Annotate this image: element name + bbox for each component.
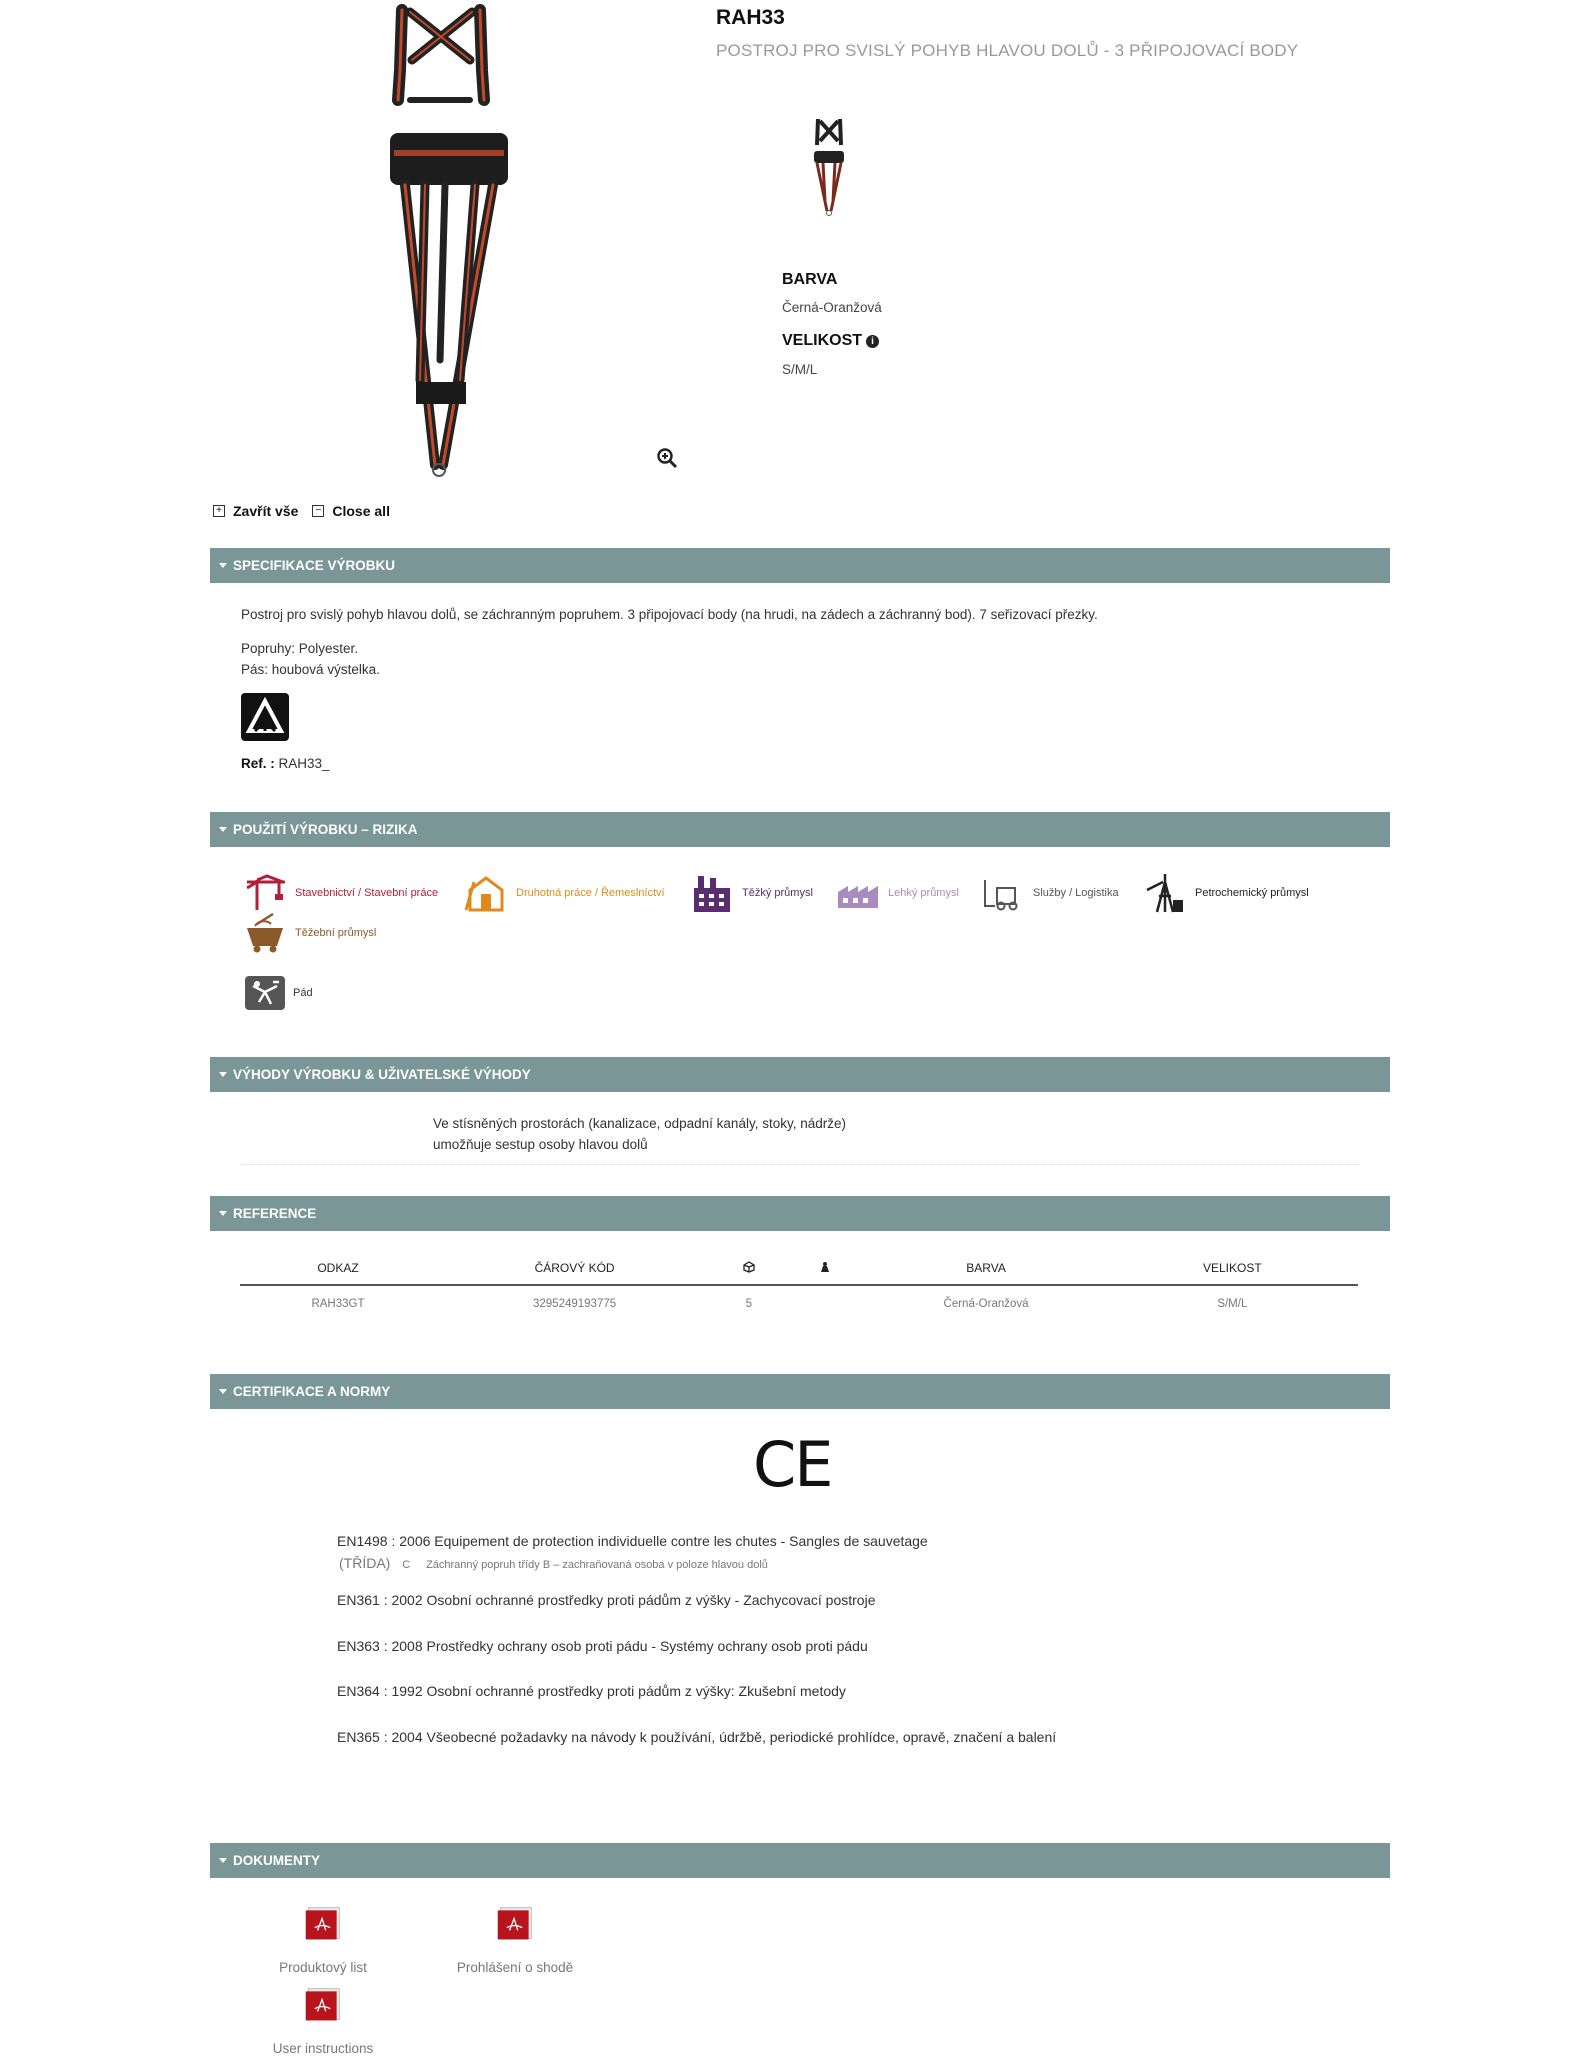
- table-row[interactable]: [240, 1285, 1358, 1322]
- usage-label: Těžební průmysl: [295, 927, 377, 939]
- norm-text: : 2002 Osobní ochranné prostředky proti pádům z výšky - Zachycovací postroje: [379, 1592, 876, 1608]
- usage-label: Služby / Logistika: [1033, 887, 1119, 899]
- collapse-icon[interactable]: −: [312, 505, 324, 517]
- ref-value: RAH33_: [278, 756, 330, 771]
- norm-text: : 1992 Osobní ochranné prostředky proti pádům z výšky: Zkušební metody: [379, 1683, 846, 1699]
- norm-class: [339, 1555, 768, 1571]
- weight-icon: [819, 1261, 831, 1273]
- crane-icon: [243, 874, 287, 912]
- class-label: (TŘÍDA): [339, 1555, 391, 1571]
- size-label-text: VELIKOST: [782, 332, 863, 349]
- section-header-usage[interactable]: [210, 812, 1390, 847]
- section-title: DOKUMENTY: [233, 1853, 320, 1868]
- usage-item-heavy-industry: [690, 874, 813, 912]
- class-value: C: [402, 1559, 411, 1571]
- open-all-link[interactable]: Zavřít vše: [233, 503, 299, 519]
- caret-down-icon: [219, 563, 227, 568]
- usage-item-light-industry: [836, 874, 959, 912]
- norm-text: : 2006 Equipement de protection individuelle contre les chutes - Sangles de sauvetage: [387, 1533, 928, 1549]
- color-label: BARVA: [782, 271, 838, 288]
- document-item[interactable]: [253, 1986, 393, 2056]
- document-label[interactable]: Prohlášení o shodě: [456, 1960, 574, 1975]
- document-item[interactable]: [445, 1905, 585, 1975]
- cell-color: Černá-Oranžová: [943, 1298, 1029, 1310]
- product-image[interactable]: [380, 0, 520, 485]
- cell-barcode: 3295249193775: [533, 1298, 617, 1310]
- reference-table: [240, 1252, 1358, 1322]
- pdf-icon[interactable]: [303, 1905, 343, 1943]
- toggle-row: [213, 503, 390, 519]
- cell-ref: RAH33GT: [311, 1298, 365, 1310]
- light-industry-icon: [836, 874, 880, 912]
- ref-line: [241, 756, 330, 771]
- usage-item-mining: [243, 912, 376, 954]
- ref-label: Ref. :: [241, 756, 275, 771]
- col-header-size: VELIKOST: [1107, 1252, 1358, 1285]
- size-label: [782, 332, 879, 350]
- usage-label: Těžký průmysl: [742, 887, 813, 899]
- fall-icon: [245, 976, 285, 1010]
- col-header-ref: ODKAZ: [240, 1252, 436, 1285]
- document-label[interactable]: User instructions: [272, 2041, 374, 2056]
- usage-item-petrochemical: [1143, 872, 1309, 914]
- document-label[interactable]: Produktový list: [279, 1960, 367, 1975]
- ce-mark: CE: [753, 1428, 832, 1501]
- usage-label: Stavebnictví / Stavební práce: [295, 887, 439, 899]
- cell-weight: [784, 1285, 865, 1322]
- document-item[interactable]: [253, 1905, 393, 1975]
- house-icon: [464, 874, 508, 912]
- usage-label: Druhotná práce / Řemeslníctví: [516, 887, 665, 899]
- benefit-line: Ve stísněných prostorách (kanalizace, odpadní kanály, stoky, nádrže): [433, 1116, 846, 1131]
- spec-line: Pás: houbová výstelka.: [241, 662, 380, 677]
- section-title: CERTIFIKACE A NORMY: [233, 1384, 391, 1399]
- col-header-color: BARVA: [865, 1252, 1106, 1285]
- oil-pump-icon: [1143, 872, 1187, 914]
- cell-size: S/M/L: [1217, 1298, 1248, 1310]
- norm-text: : 2004 Všeobecné požadavky na návody k používání, údržbě, periodické prohlídce, opravě, značení a balení: [379, 1729, 1057, 1745]
- box-icon: [743, 1261, 755, 1273]
- norm-line: [337, 1683, 846, 1699]
- divider: [240, 1164, 1360, 1165]
- class-desc: Záchranný popruh třídy B – zachraňovaná osoba v poloze hlavou dolů: [426, 1559, 768, 1571]
- table-header-row: [240, 1252, 1358, 1285]
- caret-down-icon: [219, 1858, 227, 1863]
- section-header-documents[interactable]: [210, 1843, 1390, 1878]
- usage-item-craft: [464, 874, 665, 912]
- col-header-barcode: ČÁROVÝ KÓD: [436, 1252, 713, 1285]
- size-value: S/M/L: [782, 362, 818, 377]
- caret-down-icon: [219, 1072, 227, 1077]
- delta-plus-logo: [241, 693, 289, 741]
- section-header-certification[interactable]: [210, 1374, 1390, 1409]
- caret-down-icon: [219, 1211, 227, 1216]
- benefit-line: umožňuje sestup osoby hlavou dolů: [433, 1137, 648, 1152]
- norm-line: [337, 1638, 868, 1654]
- usage-item-construction: [243, 874, 438, 912]
- section-header-benefits[interactable]: [210, 1057, 1390, 1092]
- product-subtitle: POSTROJ PRO SVISLÝ POHYB HLAVOU DOLŮ - 3 PŘIPOJOVACÍ BODY: [716, 41, 1299, 60]
- norm-line: [337, 1729, 1056, 1745]
- section-title: REFERENCE: [233, 1206, 317, 1221]
- col-header-box: [713, 1252, 784, 1285]
- norm-line: [337, 1533, 928, 1549]
- info-icon[interactable]: i: [866, 335, 879, 348]
- spec-description: Postroj pro svislý pohyb hlavou dolů, se záchranným popruhem. 3 připojovací body (na hrudi, na zádech a záchranný bod). 7 seřizovací přezky.: [241, 607, 1098, 622]
- product-title: RAH33: [716, 6, 785, 29]
- norm-text: : 2008 Prostředky ochrany osob proti pádu - Systémy ochrany osob proti pádu: [379, 1638, 868, 1654]
- norm-line: [337, 1592, 876, 1608]
- section-title: SPECIFIKACE VÝROBKU: [233, 558, 396, 573]
- color-value: Černá-Oranžová: [782, 300, 882, 315]
- pdf-icon[interactable]: [495, 1905, 535, 1943]
- caret-down-icon: [219, 1389, 227, 1394]
- section-header-reference[interactable]: [210, 1196, 1390, 1231]
- caret-down-icon: [219, 827, 227, 832]
- forklift-icon: [981, 874, 1025, 912]
- zoom-icon[interactable]: [656, 447, 678, 469]
- norm-code[interactable]: EN365: [337, 1729, 380, 1745]
- usage-label: Lehký průmysl: [888, 887, 959, 899]
- expand-icon[interactable]: +: [213, 505, 225, 517]
- col-header-weight: [784, 1252, 865, 1285]
- usage-item-logistics: [981, 874, 1119, 912]
- risk-item-fall: [245, 976, 313, 1010]
- cell-box-qty: 5: [745, 1298, 752, 1310]
- risk-label: Pád: [293, 987, 313, 999]
- norm-code[interactable]: EN364: [337, 1683, 380, 1699]
- pdf-icon[interactable]: [303, 1986, 343, 2024]
- norm-code[interactable]: EN1498: [337, 1533, 388, 1549]
- usage-label: Petrochemický průmysl: [1195, 887, 1309, 899]
- heavy-industry-icon: [690, 874, 734, 912]
- mining-cart-icon: [243, 912, 287, 954]
- section-header-spec[interactable]: [210, 548, 1390, 583]
- close-all-link[interactable]: Close all: [332, 503, 390, 519]
- norm-code[interactable]: EN363: [337, 1638, 380, 1654]
- product-thumbnail[interactable]: [808, 115, 850, 219]
- spec-line: Popruhy: Polyester.: [241, 641, 359, 656]
- section-title: POUŽITÍ VÝROBKU – RIZIKA: [233, 822, 418, 837]
- section-title: VÝHODY VÝROBKU & UŽIVATELSKÉ VÝHODY: [233, 1067, 531, 1082]
- norm-code[interactable]: EN361: [337, 1592, 380, 1608]
